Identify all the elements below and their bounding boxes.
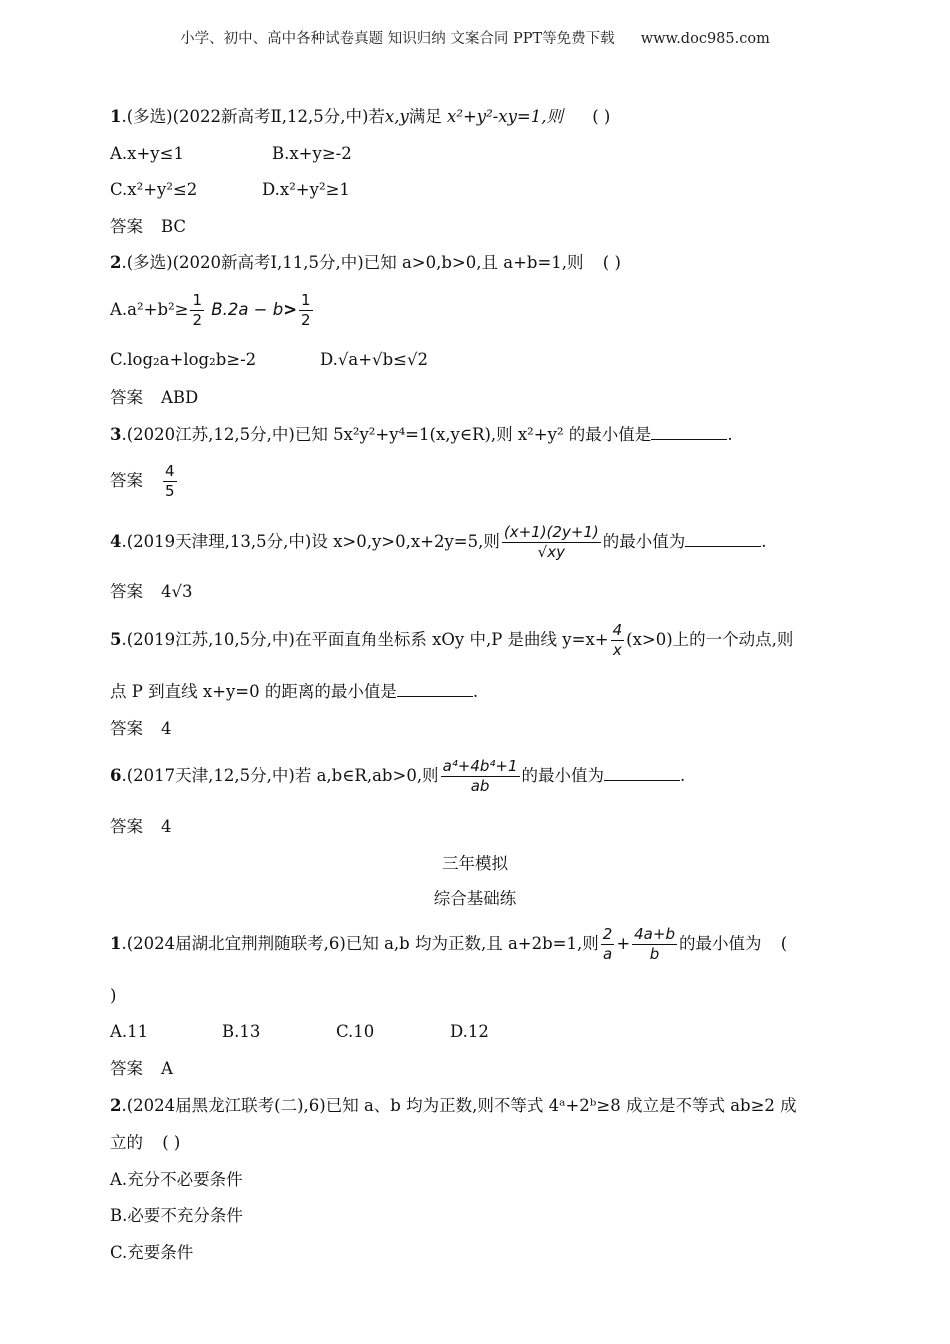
question-2	[110, 252, 621, 274]
q2-number: 2	[110, 253, 122, 272]
section-subtitle: 综合基础练	[433, 889, 517, 908]
q6-answer-value: 4	[161, 817, 172, 836]
q5-answer-blank	[397, 682, 473, 697]
answer-label: 答案	[110, 388, 143, 407]
q4-answer-value: 4√3	[161, 582, 193, 601]
m1-answer-value: A	[161, 1059, 173, 1078]
q6-fraction	[441, 757, 520, 796]
q1-answer-value: BC	[161, 217, 187, 236]
m1-plus: +	[616, 934, 631, 953]
q4-tail: 的最小值为	[602, 532, 686, 551]
q2-option-b-prefix: B.2	[211, 300, 239, 319]
q3-end: .	[727, 425, 733, 444]
q2-answer	[110, 387, 198, 409]
m2-option-b: B.必要不充分条件	[110, 1206, 243, 1225]
fraction-denominator: x	[612, 641, 622, 659]
m2-line-2-text: 立的	[110, 1133, 143, 1152]
answer-label: 答案	[110, 471, 143, 490]
m1-fraction-2	[632, 925, 677, 964]
fraction-numerator: (x+1)(2y+1)	[503, 523, 599, 541]
answer-label: 答案	[110, 1059, 143, 1078]
fraction-numerator: 1	[192, 291, 202, 309]
q2-option-b-exponent: a − b	[238, 300, 284, 319]
m1-paren-open: (	[780, 934, 788, 953]
fraction-numerator: 1	[301, 291, 311, 309]
m1-answer	[110, 1058, 173, 1080]
q5-answer-value: 4	[161, 719, 172, 738]
m1-option-c: C.10	[336, 1022, 375, 1041]
q5-tail: (x>0)上的一个动点,则	[626, 630, 794, 649]
question-1	[110, 106, 610, 128]
q3-answer-blank	[651, 425, 727, 440]
fraction-denominator: √xy	[537, 543, 565, 561]
q5-answer	[110, 718, 172, 740]
q6-answer-blank	[604, 766, 680, 781]
mock-question-1	[110, 924, 787, 964]
q5-line-2-text: 点 P 到直线 x+y=0 的距离的最小值是	[110, 682, 397, 701]
q4-number: 4	[110, 532, 122, 551]
m2-number: 2	[110, 1096, 122, 1115]
q1-options-row1	[110, 143, 184, 165]
q3-answer	[110, 461, 179, 501]
q2-answer-value: ABD	[161, 388, 199, 407]
answer-label: 答案	[110, 582, 143, 601]
fraction-denominator: 2	[192, 311, 202, 329]
m2-option-c: C.充要条件	[110, 1243, 194, 1262]
q2-text: .(多选)(2020新高考Ⅰ,11,5分,中)已知 a>0,b>0,且 a+b=1,则	[121, 253, 584, 272]
q6-text: .(2017天津,12,5分,中)若 a,b∈R,ab>0,则	[121, 766, 439, 785]
fraction-numerator: a⁴+4b⁴+1	[442, 757, 518, 775]
fraction-denominator: a	[602, 945, 613, 963]
m1-option-a: A.11	[110, 1022, 149, 1041]
fraction-denominator: 5	[165, 482, 175, 500]
question-4	[110, 522, 767, 562]
q5-number: 5	[110, 630, 122, 649]
m2-text: .(2024届黑龙江联考(二),6)已知 a、b 均为正数,则不等式 4ᵃ+2ᵇ≥8 成立是不等式 ab≥2 成	[121, 1096, 797, 1115]
question-5	[110, 620, 793, 660]
q5-fraction	[611, 621, 625, 660]
q2-option-b	[211, 300, 297, 319]
m1-tail: 的最小值为	[678, 934, 762, 953]
q5-line-2	[110, 681, 478, 703]
fraction-numerator: 4	[612, 621, 623, 639]
q6-end: .	[680, 766, 686, 785]
fraction-denominator: ab	[470, 777, 490, 795]
q4-fraction	[502, 523, 601, 562]
q3-answer-fraction	[163, 462, 177, 501]
q2-answer-paren: ( )	[602, 253, 621, 272]
q1-source: .(多选)(2022新高考Ⅱ,12,5分,中)若	[121, 107, 385, 126]
m2-option-a: A.充分不必要条件	[110, 1170, 243, 1189]
q2-option-b-operator: >	[283, 300, 298, 319]
q4-answer-blank	[685, 532, 761, 547]
answer-label: 答案	[110, 217, 143, 236]
q2-option-d: D.√a+√b≤√2	[320, 350, 428, 369]
q1-option-d: D.x²+y²≥1	[262, 180, 350, 199]
answer-label: 答案	[110, 817, 143, 836]
m1-number: 1	[110, 934, 122, 953]
m1-option-d: D.12	[450, 1022, 489, 1041]
page-header	[0, 27, 950, 48]
q4-answer	[110, 581, 193, 603]
q2-option-a: A.a²+b²≥	[110, 300, 189, 319]
q1-vars: x,y	[384, 107, 409, 126]
answer-label: 答案	[110, 719, 143, 738]
q1-condition: x²+y²-xy=1,则	[447, 107, 563, 126]
m2-line-2	[110, 1132, 180, 1154]
q4-text: .(2019天津理,13,5分,中)设 x>0,y>0,x+2y=5,则	[121, 532, 500, 551]
m2-answer-paren: ( )	[162, 1133, 181, 1152]
m1-fraction-1	[601, 925, 615, 964]
q1-option-c: C.x²+y²≤2	[110, 180, 198, 199]
question-3	[110, 424, 733, 446]
q2-option-a-fraction	[190, 291, 204, 330]
fraction-numerator: 2	[602, 925, 613, 943]
q1-number: 1	[110, 107, 122, 126]
q1-answer	[110, 216, 186, 238]
q1-mid: 满足	[408, 107, 442, 126]
fraction-denominator: b	[649, 945, 660, 963]
q6-number: 6	[110, 766, 122, 785]
q3-number: 3	[110, 425, 122, 444]
m1-text: .(2024届湖北宜荆荆随联考,6)已知 a,b 均为正数,且 a+2b=1,则	[121, 934, 599, 953]
fraction-denominator: 2	[301, 311, 311, 329]
q6-tail: 的最小值为	[521, 766, 605, 785]
fraction-numerator: 4	[165, 462, 175, 480]
q2-option-b-fraction	[299, 291, 313, 330]
q1-option-b: B.x+y≥-2	[272, 144, 352, 163]
m1-option-b: B.13	[222, 1022, 261, 1041]
q5-end: .	[472, 682, 479, 701]
q1-option-a: A.x+y≤1	[110, 144, 184, 163]
header-url: www.doc985.com	[640, 31, 770, 47]
header-text: 小学、初中、高中各种试卷真题 知识归纳 文案合同 PPT等免费下载	[180, 31, 615, 47]
mock-question-2	[110, 1095, 797, 1117]
fraction-numerator: 4a+b	[634, 925, 675, 943]
q4-end: .	[761, 532, 767, 551]
q2-option-c: C.log₂a+log₂b≥-2	[110, 350, 257, 369]
q2-options-ab	[110, 290, 315, 330]
q6-answer	[110, 816, 172, 838]
q1-answer-paren: ( )	[592, 107, 611, 126]
q5-text: .(2019江苏,10,5分,中)在平面直角坐标系 xOy 中,P 是曲线 y=x+	[121, 630, 609, 649]
section-title: 三年模拟	[442, 854, 508, 873]
question-6	[110, 756, 685, 796]
m1-paren-close: )	[110, 986, 117, 1005]
q3-text: .(2020江苏,12,5分,中)已知 5x²y²+y⁴=1(x,y∈R),则 x²+y² 的最小值是	[121, 425, 652, 444]
